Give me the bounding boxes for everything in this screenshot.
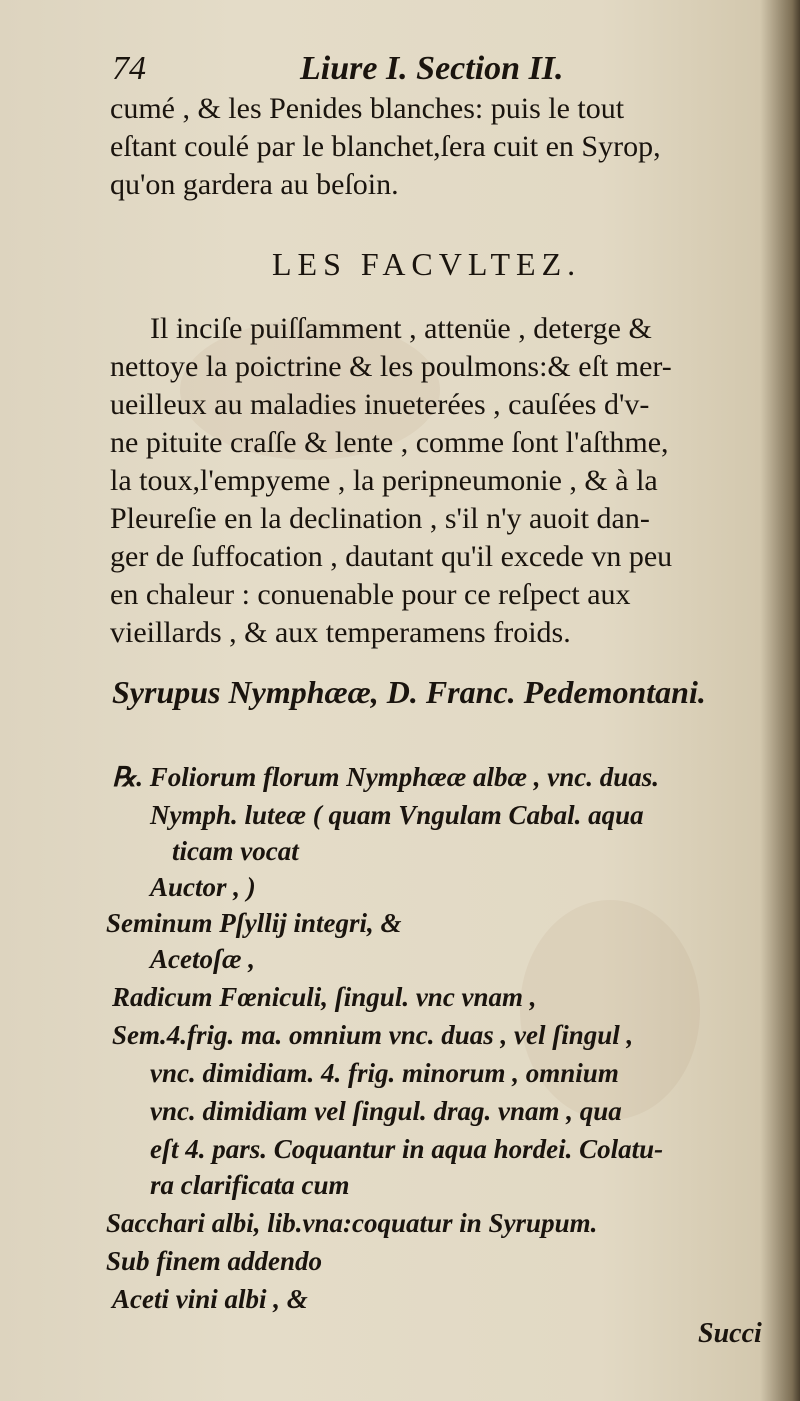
recipe-line: Sem.4.frig. ma. omnium vnc. duas , vel ſingul , — [112, 1020, 634, 1050]
recipe-line: ticam vocat — [172, 836, 299, 866]
facultez-line: la toux,l'empyeme , la peripneumonie , & à la — [110, 464, 658, 497]
recipe-line: Sub finem addendo — [106, 1246, 323, 1276]
recipe-line: Acetoſæ , — [150, 944, 255, 974]
page-number: 74 — [112, 50, 146, 87]
facultez-line: nettoye la poictrine & les poulmons:& eſt mer- — [110, 350, 672, 383]
facultez-line: ger de ſuffocation , dautant qu'il excede vn peu — [110, 540, 673, 573]
recipe-line: ℞. Foliorum florum Nymphææ albæ , vnc. duas. — [112, 762, 660, 792]
facultez-line: ne pituite craſſe & lente , comme ſont l'aſthme, — [110, 426, 669, 459]
intro-line: eſtant coulé par le blanchet,ſera cuit en Syrop, — [110, 130, 661, 163]
facultez-line: Il inciſe puiſſamment , attenüe , deterge & — [150, 312, 652, 345]
facultez-line: Pleureſie en la declination , s'il n'y auoit dan- — [110, 502, 650, 535]
facultez-line: ueilleux au maladies inueterées , cauſées d'v- — [110, 388, 650, 421]
intro-line: qu'on gardera au beſoin. — [110, 168, 399, 201]
recipe-line: ra clarificata cum — [150, 1170, 350, 1200]
intro-line: cumé , & les Penides blanches: puis le tout — [110, 92, 625, 125]
facultez-line: vieillards , & aux temperamens froids. — [110, 616, 571, 649]
recipe-title: Syrupus Nymphææ, D. Franc. Pedemontani. — [112, 674, 706, 710]
running-title: Liure I. Section II. — [300, 50, 564, 87]
catchword: Succi — [698, 1318, 762, 1349]
facultez-line: en chaleur : conuenable pour ce reſpect aux — [110, 578, 631, 611]
recipe-line: Sacchari albi, lib.vna:coquatur in Syrupum. — [106, 1208, 598, 1238]
recipe-line: Auctor , ) — [150, 872, 256, 902]
recipe-line: vnc. dimidiam vel ſingul. drag. vnam , qua — [150, 1096, 622, 1126]
recipe-line: eſt 4. pars. Coquantur in aqua hordei. Colatu- — [150, 1134, 664, 1164]
recipe-line: vnc. dimidiam. 4. frig. minorum , omnium — [150, 1058, 619, 1088]
recipe-line: Radicum Fœniculi, ſingul. vnc vnam , — [112, 982, 537, 1012]
recipe-line: Nymph. luteæ ( quam Vngulam Cabal. aqua — [150, 800, 644, 830]
recipe-line: Seminum Pſyllij integri, & — [106, 908, 402, 938]
section-heading: LES FACVLTEZ. — [272, 246, 582, 282]
recipe-line: Aceti vini albi , & — [112, 1284, 308, 1314]
